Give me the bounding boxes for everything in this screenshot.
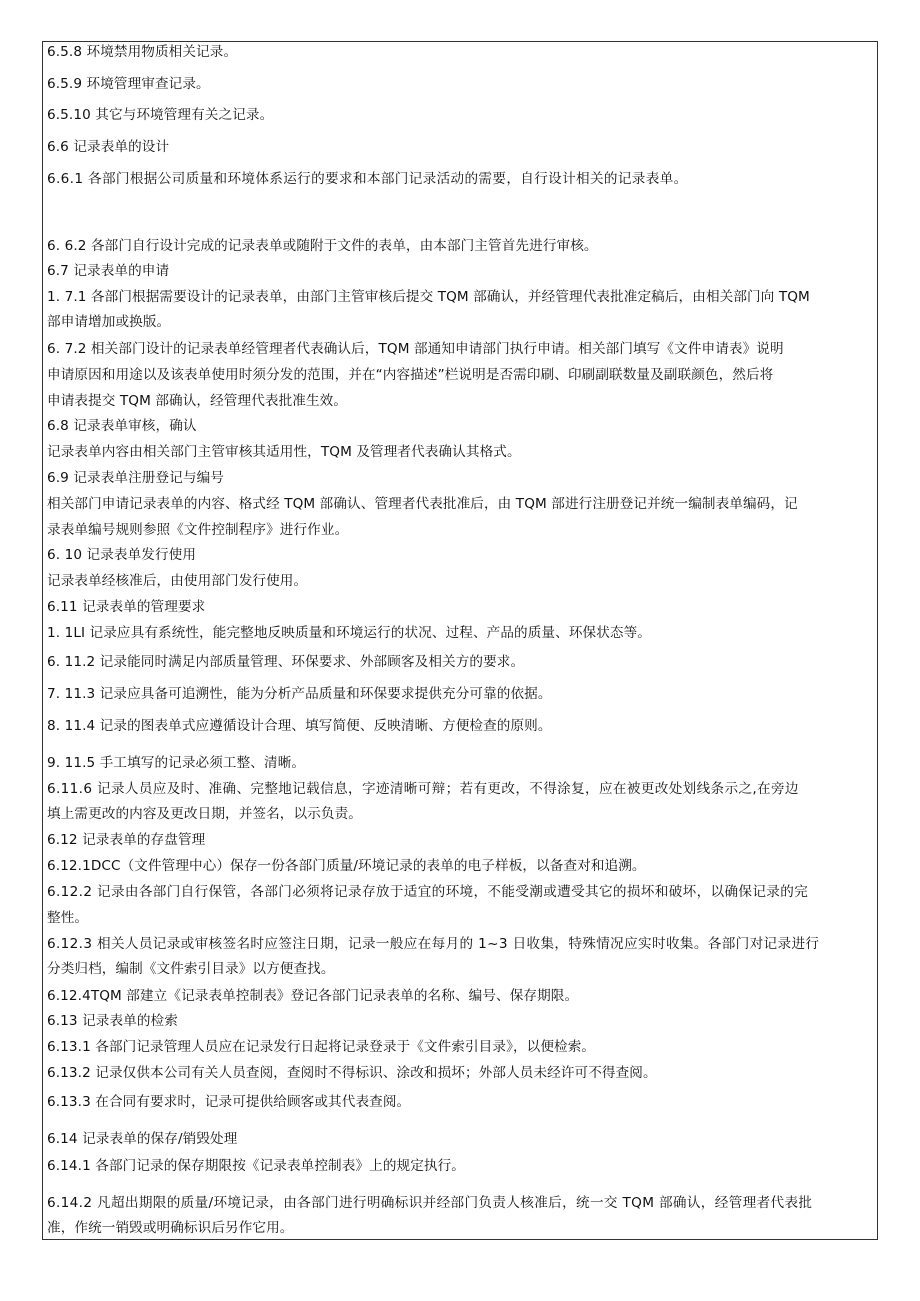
line-6-9-body: 相关部门申请记录表单的内容、格式经 TQM 部确认、管理者代表批准后，由 TQM 部进行注册登记并统一编制表单编码，记 [47,496,798,512]
line-6-11-3: 7. 11.3 记录应具备可追溯性，能为分析产品质量和环保要求提供充分可靠的依据。 [47,686,552,702]
heading-6-8: 6.8 记录表单审核，确认 [47,418,197,434]
line-6-7-1-cont: 部申请增加或换版。 [47,314,171,330]
line-6-13-3: 6.13.3 在合同有要求时，记录可提供给顾客或其代表查阅。 [47,1094,411,1110]
line-6-14-2-cont: 准，作统一销毁或明确标识后另作它用。 [47,1220,294,1236]
line-6-9-body-cont: 录表单编号规则参照《文件控制程序》进行作业。 [47,522,349,538]
heading-6-10: 6. 10 记录表单发行使用 [47,547,197,563]
line-6-11-2: 6. 11.2 记录能同时满足内部质量管理、环保要求、外部顾客及相关方的要求。 [47,654,525,670]
line-6-14-1: 6.14.1 各部门记录的保存期限按《记录表单控制表》上的规定执行。 [47,1158,465,1174]
heading-6-9: 6.9 记录表单注册登记与编号 [47,470,224,486]
line-6-12-4: 6.12.4TQM 部建立《记录表单控制表》登记各部门记录表单的名称、编号、保存期限。 [47,988,579,1004]
line-6-12-1: 6.12.1DCC（文件管理中心）保存一份各部门质量/环境记录的表单的电子样板，以备查对和追溯。 [47,858,646,874]
heading-6-14: 6.14 记录表单的保存/销毁处理 [47,1131,238,1147]
line-6-14-2: 6.14.2 凡超出期限的质量/环境记录，由各部门进行明确标识并经部门负责人核准后，统一交 TQM 部确认，经管理者代表批 [47,1195,813,1211]
heading-6-6: 6.6 记录表单的设计 [47,139,170,155]
line-6-7-2: 6. 7.2 相关部门设计的记录表单经管理者代表确认后，TQM 部通知申请部门执行申请。相关部门填写《文件申请表》说明 [47,341,784,357]
line-6-12-2-cont: 整性。 [47,910,89,926]
line-6-13-2: 6.13.2 记录仅供本公司有关人员查阅，查阅时不得标识、涂改和损坏；外部人员未经许可不得查阅。 [47,1065,657,1081]
line-6-11-5: 9. 11.5 手工填写的记录必须工整、清晰。 [47,755,306,771]
line-6-12-2: 6.12.2 记录由各部门自行保管，各部门必须将记录存放于适宜的环境，不能受潮或遭受其它的损坏和破坏，以确保记录的完 [47,884,809,900]
line-6-6-2: 6. 6.2 各部门自行设计完成的记录表单或随附于文件的表单，由本部门主管首先进行审核。 [47,238,598,254]
line-6-13-1: 6.13.1 各部门记录管理人员应在记录发行日起将记录登录于《文件索引目录》，以便检索。 [47,1039,596,1055]
line-6-6-1: 6.6.1 各部门根据公司质量和环境体系运行的要求和本部门记录活动的需要，自行设计相关的记录表单。 [47,171,688,187]
line-6-11-1: 1. 1LI 记录应具有系统性，能完整地反映质量和环境运行的状况、过程、产品的质量、环保状态等。 [47,625,651,641]
heading-6-7: 6.7 记录表单的申请 [47,263,170,279]
heading-6-12: 6.12 记录表单的存盘管理 [47,832,206,848]
line-6-12-3-cont: 分类归档，编制《文件索引目录》以方便查找。 [47,961,335,977]
line-6-5-9: 6.5.9 环境管理审查记录。 [47,76,210,92]
line-6-7-2-cont1: 申请原因和用途以及该表单使用时须分发的范围，并在“内容描述”栏说明是否需印刷、印刷副联数量及副联颜色，然后将 [47,367,774,383]
line-6-12-3: 6.12.3 相关人员记录或审核签名时应签注日期，记录一般应在每月的 1~3 日收集，特殊情况应实时收集。各部门对记录进行 [47,936,820,952]
line-6-8-body: 记录表单内容由相关部门主管审核其适用性，TQM 及管理者代表确认其格式。 [47,444,521,460]
line-6-7-2-cont2: 申请表提交 TQM 部确认，经管理代表批准生效。 [47,393,348,409]
line-6-5-10: 6.5.10 其它与环境管理有关之记录。 [47,107,274,123]
line-6-5-8: 6.5.8 环境禁用物质相关记录。 [47,44,238,60]
line-6-11-4: 8. 11.4 记录的图表单式应遵循设计合理、填写简便、反映清晰、方便检查的原则。 [47,718,552,734]
line-6-11-6: 6.11.6 记录人员应及时、准确、完整地记载信息，字迹清晰可辩；若有更改，不得涂复，应在被更改处划线条示之,在旁边 [47,781,799,797]
line-6-7-1: 1. 7.1 各部门根据需要设计的记录表单，由部门主管审核后提交 TQM 部确认，并经管理代表批准定稿后，由相关部门向 TQM [47,289,810,305]
line-6-10-body: 记录表单经核准后，由使用部门发行使用。 [47,573,308,589]
line-6-11-6-cont: 填上需更改的内容及更改日期，并签名，以示负责。 [47,806,362,822]
heading-6-11: 6.11 记录表单的管理要求 [47,599,206,615]
heading-6-13: 6.13 记录表单的检索 [47,1013,178,1029]
